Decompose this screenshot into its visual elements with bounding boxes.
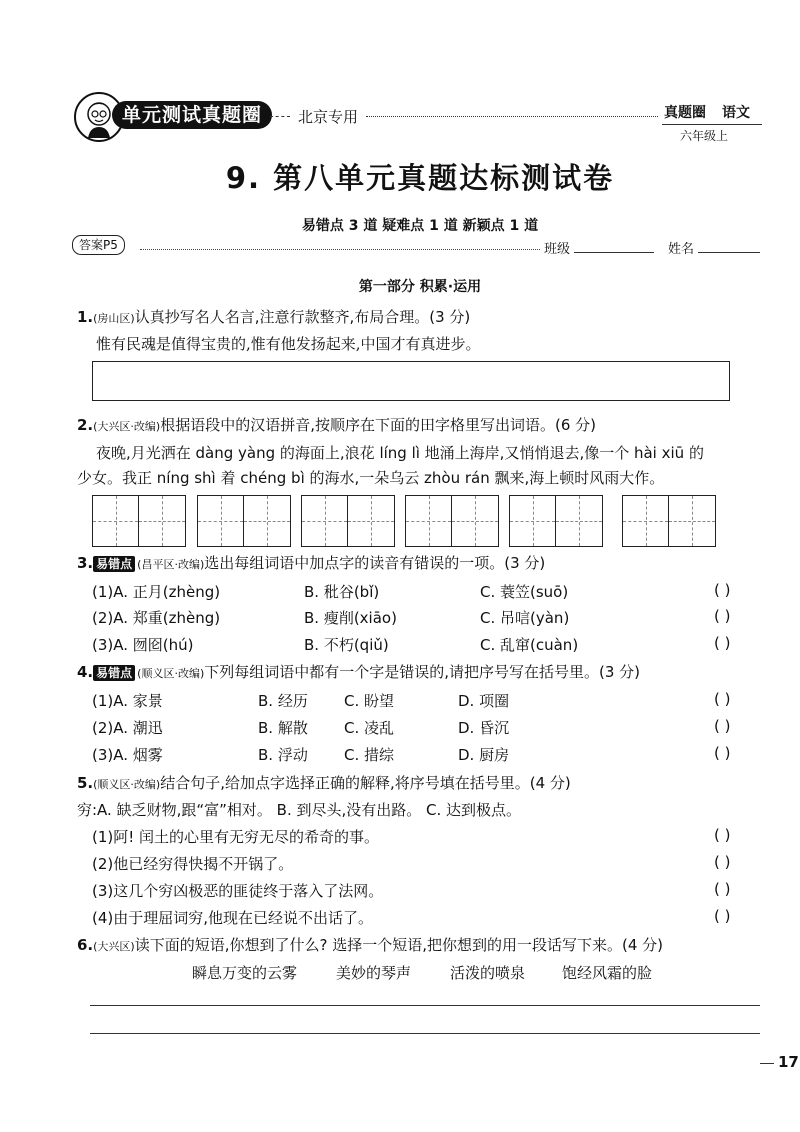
q2-passage-line1: 夜晚,月光洒在 dàng yàng 的海面上,浪花 líng lì 地涌上海岸,又悄悄退去,像一个 hài xiū 的 [96,444,704,462]
subject-label: 语文 [722,105,750,121]
q2-passage-line2: 少女。我正 níng shì 着 chéng bì 的海水,一朵乌云 zhòu rán 飘来,海上顿时风雨大作。 [77,469,665,487]
region-label: 北京专用 [298,108,359,126]
page-number: 17 [778,1053,799,1071]
q2-grid-4[interactable] [405,495,499,547]
q3-number: 3. [77,554,94,572]
header-rule [366,116,658,117]
q4-source: (顺义区·改编) [137,667,205,680]
q5-text: 结合句子,给加点字选择正确的解释,将序号填在括号里。(4 分) [160,774,571,792]
q3-row1-c: C. 蓑笠(suō) [480,583,569,601]
q2-text: 根据语段中的汉语拼音,按顺序在下面的田字格里写出词语。(6 分) [160,416,597,434]
q5-definitions: 穷:A. 缺乏财物,跟“富”相对。 B. 到尽头,没有出路。 C. 达到极点。 [77,801,522,819]
q5-item-4: (4)由于理屈词穷,他现在已经说不出话了。 [92,909,374,927]
q2-grid-6[interactable] [622,495,716,547]
q4-tag: 易错点 [93,665,135,681]
q4-row2-d: D. 昏沉 [458,719,510,737]
q4-row1-b: B. 经历 [258,692,308,710]
q6-writing-line-2[interactable] [90,1033,760,1034]
name-label: 姓名 [668,242,695,257]
q6-phrase-1: 瞬息万变的云雾 [192,964,298,982]
q1-prompt [77,306,470,327]
q4-row3-b: B. 浮动 [258,746,308,764]
q5-item2-answer[interactable]: ( ) [714,853,731,871]
q2-source: (大兴区·改编) [93,420,161,433]
q3-row2-b: B. 瘦削(xiāo) [304,609,397,627]
q4-row2-answer[interactable]: ( ) [714,717,731,735]
q4-row2-b: B. 解散 [258,719,308,737]
class-field-line[interactable] [574,252,654,253]
q3-row2-a: (2)A. 郑重(zhèng) [92,609,221,627]
page-number-rule [760,1063,774,1064]
q3-row3-answer[interactable]: ( ) [714,634,731,652]
q2-number: 2. [77,416,94,434]
q1-quote: 惟有民魂是值得宝贵的,惟有他发扬起来,中国才有真进步。 [96,335,481,353]
q5-source: (顺义区·改编) [93,778,161,791]
q4-row3-a: (3)A. 烟雾 [92,746,163,764]
q4-row1-c: C. 盼望 [344,692,395,710]
q4-row3-c: C. 措综 [344,746,395,764]
q4-row1-a: (1)A. 家景 [92,692,163,710]
q2-prompt [77,414,596,435]
q6-phrase-3: 活泼的喷泉 [450,964,526,982]
q2-grid-2[interactable] [197,495,291,547]
q6-number: 6. [77,936,94,954]
q3-row1-answer[interactable]: ( ) [714,581,731,599]
difficulty-stats: 易错点 3 道 疑难点 1 道 新颖点 1 道 [301,218,539,234]
q6-prompt [77,934,663,955]
name-field-line[interactable] [698,252,760,253]
q1-answer-box[interactable] [92,361,730,401]
q3-row1-a: (1)A. 正月(zhèng) [92,583,221,601]
q5-item1-answer[interactable]: ( ) [714,826,731,844]
grade-label: 六年级上 [680,129,729,143]
q3-row3-b: B. 不朽(qiǔ) [304,636,389,654]
q6-text: 读下面的短语,你想到了什么? 选择一个短语,把你想到的用一段话写下来。(4 分) [134,936,664,954]
q5-item-1: (1)阿! 闰土的心里有无穷无尽的希奇的事。 [92,828,380,846]
q2-grid-5[interactable] [509,495,603,547]
series-title-banner: 单元测试真题圈 [112,101,272,129]
answer-ref-dots [140,249,540,250]
q4-row1-answer[interactable]: ( ) [714,690,731,708]
q5-item4-answer[interactable]: ( ) [714,907,731,925]
q4-row2-c: C. 凌乱 [344,719,395,737]
q1-number: 1. [77,308,94,326]
q4-row3-answer[interactable]: ( ) [714,744,731,762]
q5-item-3: (3)这几个穷凶极恶的匪徒终于落入了法网。 [92,882,384,900]
header-dash-line [270,116,290,117]
q3-row3-a: (3)A. 囫囵(hú) [92,636,194,654]
q6-source: (大兴区) [93,940,135,953]
q6-writing-line-1[interactable] [90,1005,760,1006]
q1-text: 认真抄写名人名言,注意行款整齐,布局合理。(3 分) [134,308,471,326]
page-title: 9. 第八单元真题达标测试卷 [225,161,615,195]
q2-grid-1[interactable] [92,495,186,547]
brand-label: 真题圈 [664,105,706,121]
q5-item3-answer[interactable]: ( ) [714,880,731,898]
q6-phrase-4: 饱经风霜的脸 [562,964,653,982]
header-right-rule [662,124,762,125]
q4-row3-d: D. 厨房 [458,746,510,764]
q4-row1-d: D. 项圈 [458,692,510,710]
q3-row2-answer[interactable]: ( ) [714,607,731,625]
answer-ref-badge [72,235,125,255]
part-title: 第一部分 积累·运用 [358,279,482,295]
q3-prompt [77,552,545,573]
q4-row2-a: (2)A. 潮迅 [92,719,163,737]
q2-grid-3[interactable] [301,495,395,547]
answer-ref-text: 答案P5 [79,238,118,252]
q5-prompt [77,772,571,793]
q3-text: 选出每组词语中加点字的读音有错误的一项。(3 分) [204,554,546,572]
q3-row3-c: C. 乱窜(cuàn) [480,636,579,654]
q4-number: 4. [77,663,94,681]
q6-phrase-2: 美妙的琴声 [336,964,412,982]
q1-source: (房山区) [93,312,135,325]
class-label: 班级 [544,242,571,257]
q3-source: (昌平区·改编) [137,558,205,571]
q3-row1-b: B. 秕谷(bǐ) [304,583,380,601]
q3-tag: 易错点 [93,556,135,572]
q3-row2-c: C. 吊唁(yàn) [480,609,570,627]
q4-prompt [77,661,640,682]
q5-number: 5. [77,774,94,792]
q5-item-2: (2)他已经穷得快揭不开锅了。 [92,855,294,873]
q4-text: 下列每组词语中都有一个字是错误的,请把序号写在括号里。(3 分) [204,663,641,681]
